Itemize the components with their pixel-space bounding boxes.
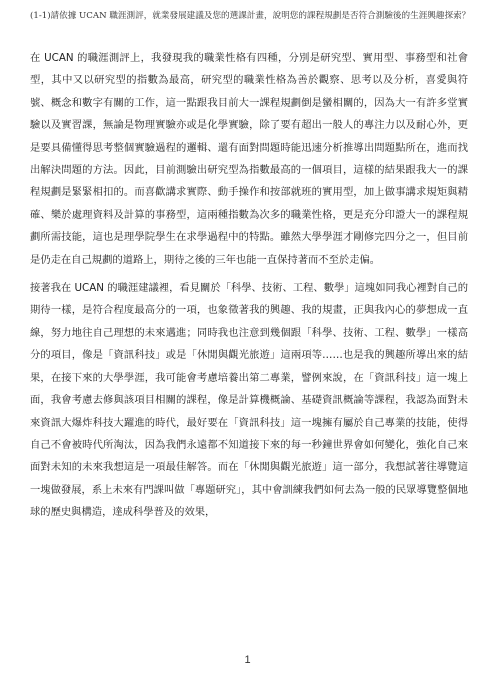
paragraph-2: 接著我在 UCAN 的職涯建議裡，看見關於「科學、技術、工程、數學」這塊如同我心裡對自己的期待一樣，是符合程度最高分的一項，也象徵著我的興趣、我的規畫，正與我內心的夢想成一直線，努力地往自己理想的未來邁進；同時我也注意到幾個跟「科學、技術、工程、數學」一樣高分的項目，像是「資訊科技」或是「休閒與觀光旅遊」這兩項等……也是我的興趣所導出來的結果，在接下來的大學學涯，我可能會考慮培養出第二專業，譬例來說，在「資訊科技」這一塊上面，我會考慮去修與該項目相關的課程，像是計算機概論、基礎資訊概論等課程，我認為面對未來資訊大爆炸科技大躍進的時代，最好要在「資訊科技」這一塊擁有屬於自己專業的技能，使得自己不會被時代所淘汰，因為我們永遠都不知道接下來的每一秒鐘世界會如何變化，強化自己來面對未知的未來我想這是一項最佳解答。而在「休閒與觀光旅遊」這一部分，我想試著往導覽這一塊做發展，系上未來有門課叫做「專題研究」，其中會訓練我們如何去為一般的民眾導覽整個地球的歷史與構造，達成科學普及的效果，	[30, 282, 468, 519]
question-header: (1-1)請依據 UCAN 職涯測評，就業發展建議及您的選課計畫，說明您的課程規劃是否符合測驗後的生涯興趣探索？	[30, 11, 470, 21]
paragraph-1: 在 UCAN 的職涯測評上，我發現我的職業性格有四種，分別是研究型、實用型、事務型和社會型，其中又以研究型的指數為最高，研究型的職業性格為善於觀察、思考以及分析，喜愛與符號、概念和數字有關的工作，這一點跟我目前大一課程規劃倒是蠻相關的，因為大一有許多堂實驗以及實習課，無論是物理實驗亦或是化學實驗，除了要有超出一般人的專注力以及耐心外，更是要具備懂得思考整個實驗過程的邏輯、還有面對問題時能迅速分析推導出問題點所在，進而找出解決問題的方法。因此，目前測驗出研究型為指數最高的一個項目，這樣的結果跟我大一的課程規劃是緊緊相扣的。而喜歡講求實際、動手操作和按部就班的實用型，加上做事講求規矩與精確、樂於處理資料及計算的事務型，這兩種指數為次多的職業性格，更是充分印證大一的課程規劃所需技能，這也是理學院學生在求學過程中的特點。雖然大學學涯才剛修完四分之一，但目前是仍走在自己規劃的道路上，期待之後的三年也能一直保持著而不至於走偏。	[30, 52, 468, 266]
page-number: 1	[244, 654, 251, 666]
essay-body	[30, 47, 468, 524]
